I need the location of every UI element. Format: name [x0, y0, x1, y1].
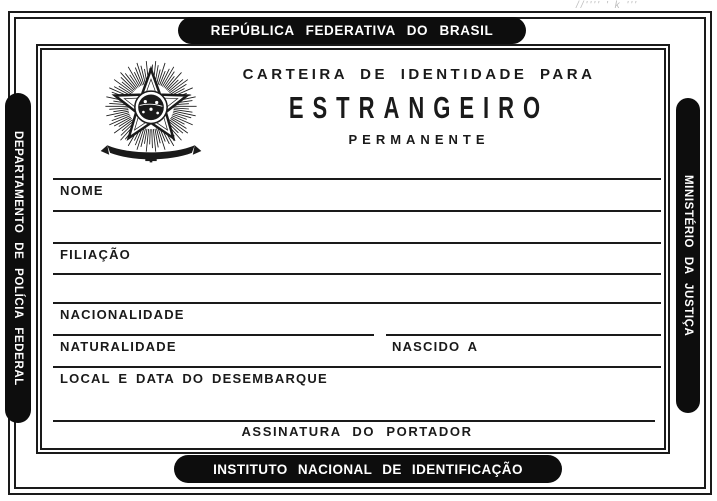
- bottom-banner-label: INSTITUTO NACIONAL DE IDENTIFICAÇÃO: [213, 461, 523, 477]
- rule-above-name: [53, 178, 661, 180]
- handwritten-annotation: //'''' ' k ''': [576, 0, 639, 11]
- brazil-coat-of-arms-icon: [94, 56, 208, 170]
- right-banner: [676, 98, 700, 413]
- right-banner-label: MINISTÉRIO DA JUSTIÇA: [682, 174, 694, 337]
- name-write-line: [53, 210, 661, 212]
- nationality-field-label: NACIONALIDADE: [60, 307, 185, 322]
- disembark-field-label: LOCAL E DATA DO DESEMBARQUE: [60, 371, 328, 386]
- left-banner: [5, 93, 31, 423]
- top-banner: [178, 17, 526, 44]
- top-banner-label: REPÚBLICA FEDERATIVA DO BRASIL: [210, 23, 494, 38]
- born-on-top-line: [386, 334, 661, 336]
- filiation-write-line-2: [53, 302, 661, 304]
- signature-field-label: ASSINATURA DO PORTADOR: [241, 424, 473, 439]
- birthplace-field-label: NATURALIDADE: [60, 339, 177, 354]
- bottom-banner: [174, 455, 562, 483]
- rule-above-filiation: [53, 242, 661, 244]
- left-banner-label: DEPARTAMENTO DE POLÍCIA FEDERAL: [12, 130, 24, 386]
- filiation-write-line-1: [53, 273, 661, 275]
- nationality-write-line: [53, 334, 374, 336]
- signature-write-line: [53, 420, 655, 422]
- born-on-field-label: NASCIDO A: [392, 339, 479, 354]
- card-title-line1: CARTEIRA DE IDENTIDADE PARA: [242, 66, 596, 83]
- birthplace-write-line: [53, 366, 661, 368]
- filiation-field-label: FILIAÇÃO: [60, 247, 131, 262]
- card-title-line2: ESTRANGEIRO: [288, 89, 550, 125]
- card-title-line3: PERMANENTE: [348, 132, 490, 147]
- name-field-label: NOME: [60, 183, 104, 198]
- card-title: [228, 66, 610, 147]
